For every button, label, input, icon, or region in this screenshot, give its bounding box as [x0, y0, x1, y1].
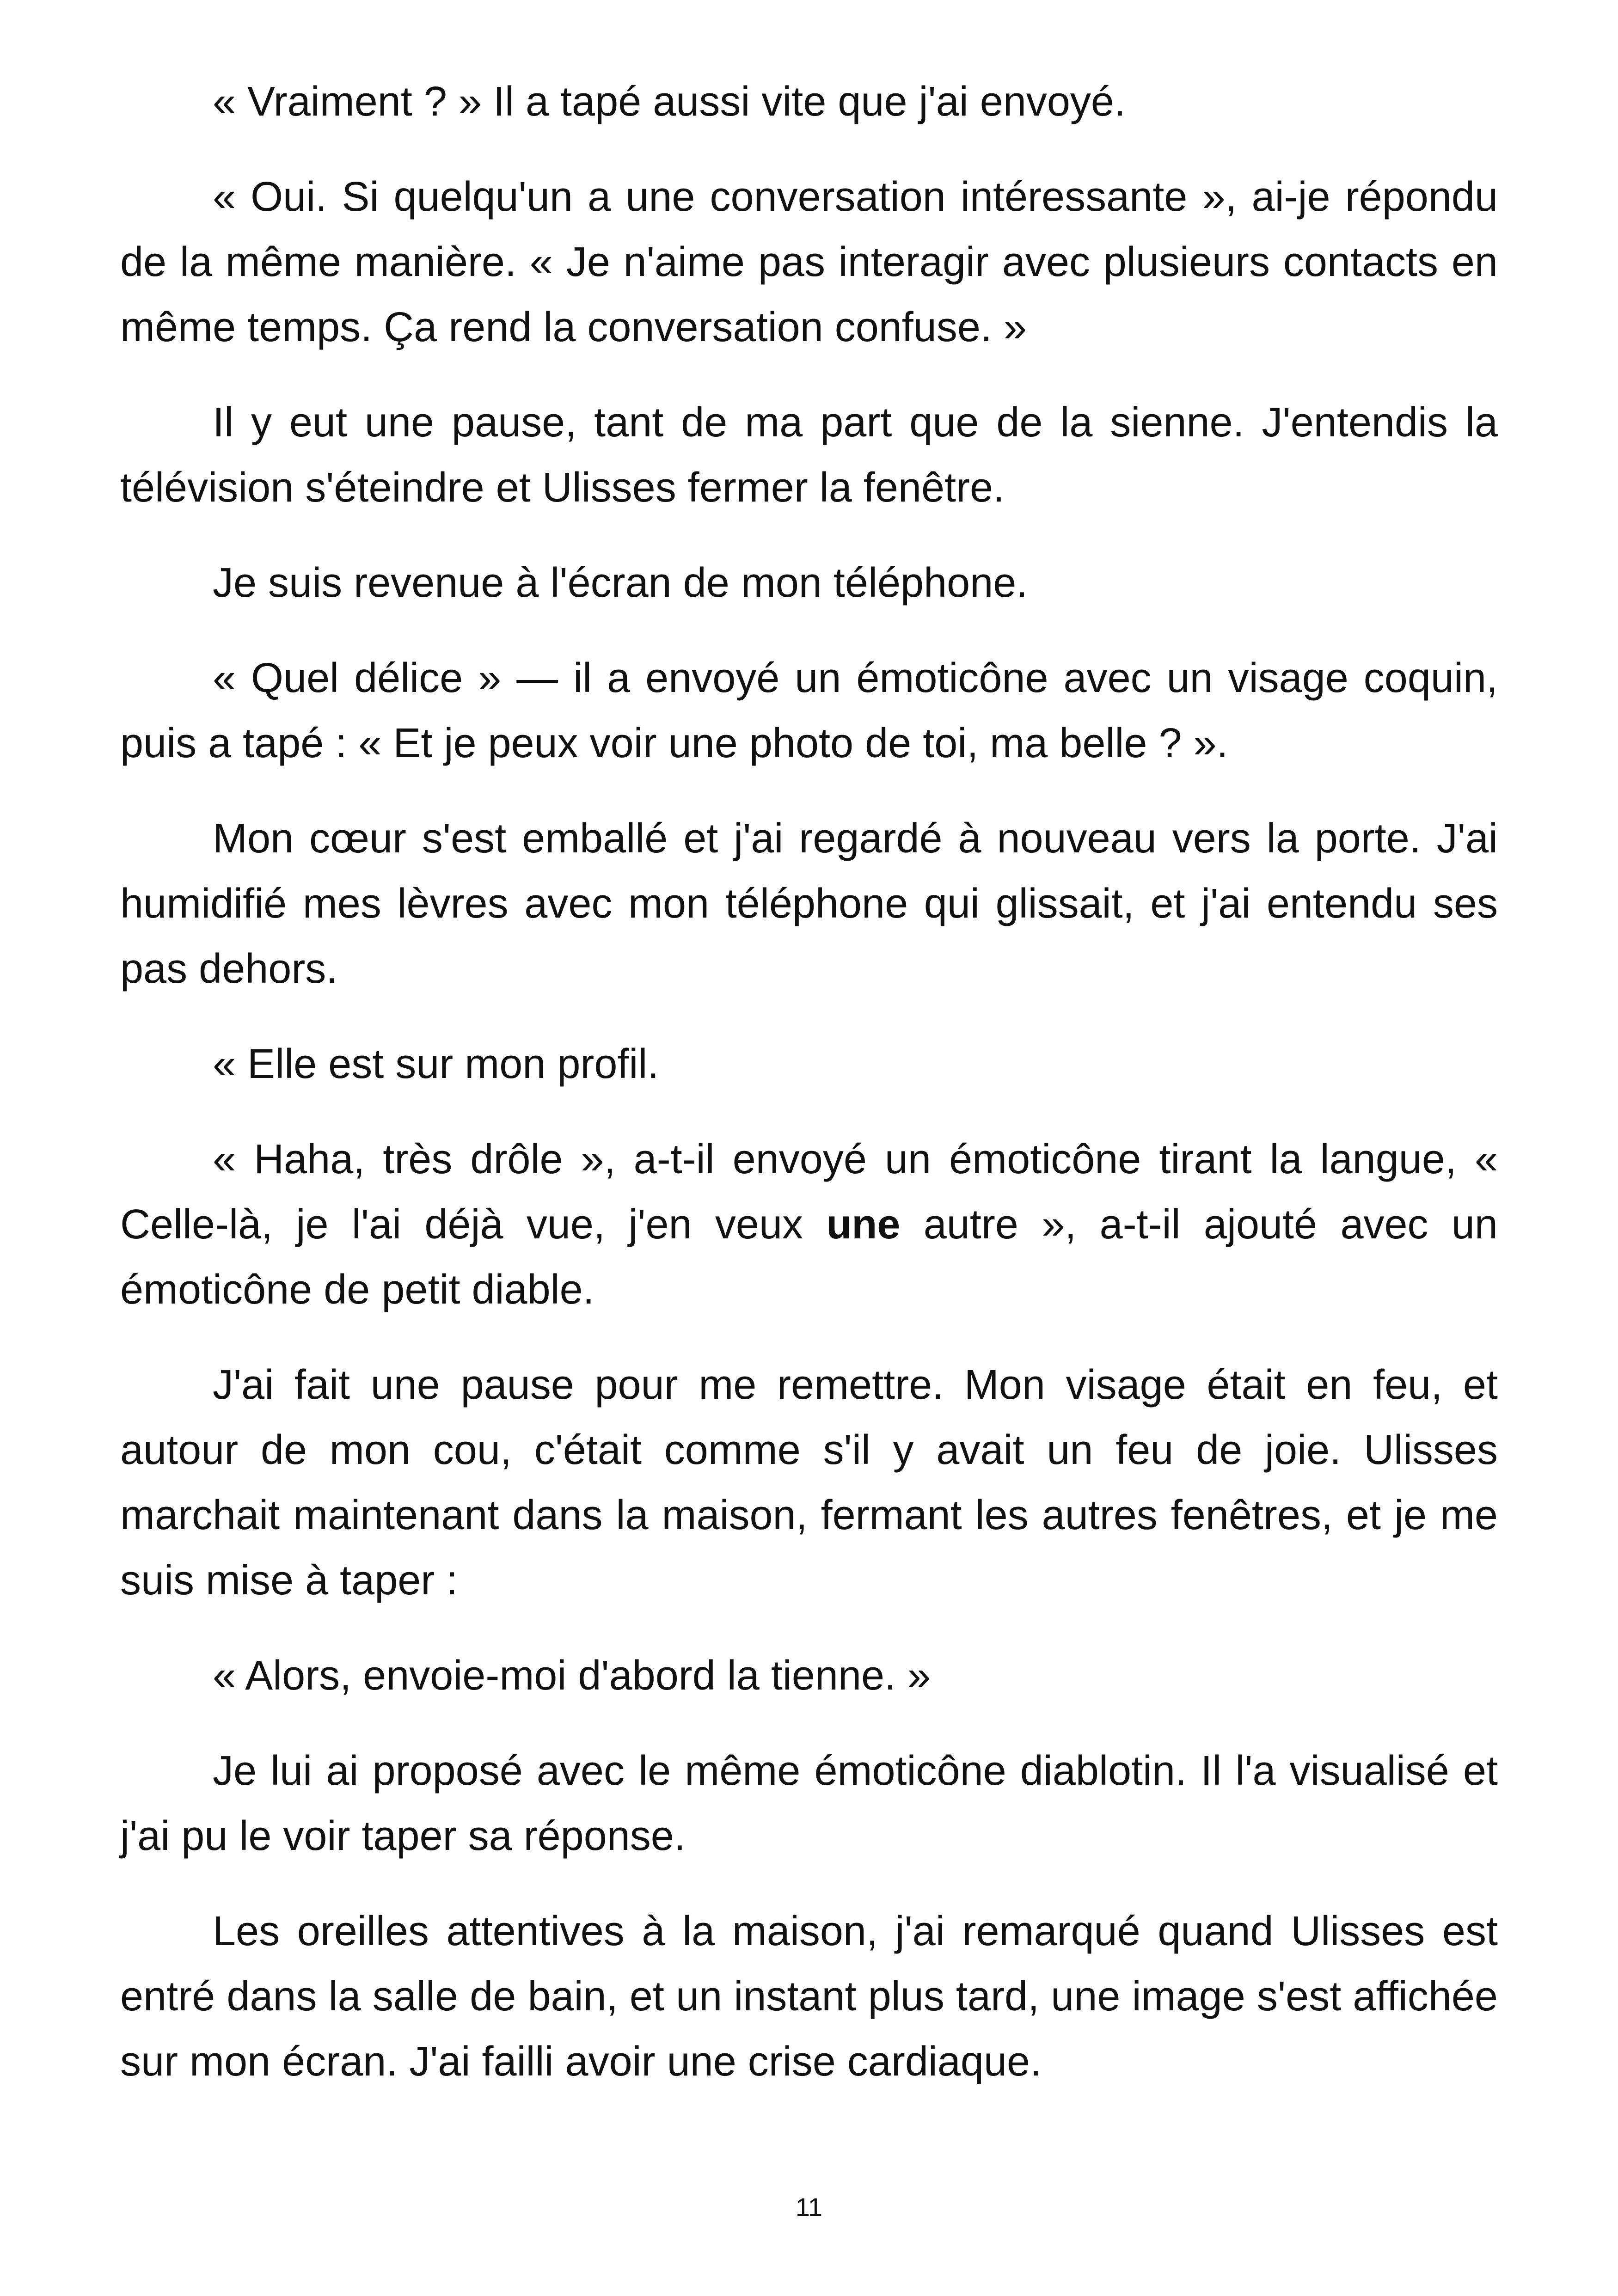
- paragraph: J'ai fait une pause pour me remettre. Mon visage était en feu, et autour de mon cou, c'était comme s'il y avait un feu de joie. Ulisses marchait maintenant dans la maison, fermant les autres fenêtres, et je me suis mise à taper :: [120, 1362, 1498, 1604]
- paragraph: « Elle est sur mon profil.: [213, 1041, 659, 1087]
- emphasized-word: une: [826, 1201, 901, 1248]
- paragraph: « Quel délice » — il a envoyé un émoticône avec un visage coquin, puis a tapé : « Et je peux voir une photo de toi, ma belle ? ».: [120, 655, 1498, 766]
- paragraph: « Vraiment ? » Il a tapé aussi vite que j'ai envoyé.: [213, 79, 1126, 125]
- paragraph-text-before: « Haha, très drôle », a-t-il envoyé un émoticône tirant la langue, « Celle-là, je l'ai déjà vue, j'en veux: [120, 1136, 1498, 1248]
- paragraph: « Oui. Si quelqu'un a une conversation intéressante », ai-je répondu de la même manière. « Je n'aime pas interagir avec plusieurs contacts en même temps. Ça rend la conversation confuse. »: [120, 174, 1498, 350]
- paragraph: Il y eut une pause, tant de ma part que de la sienne. J'entendis la télévision s'éteindre et Ulisses fermer la fenêtre.: [120, 399, 1498, 511]
- body-text: [120, 69, 1498, 2125]
- paragraph: Je lui ai proposé avec le même émoticône diablotin. Il l'a visualisé et j'ai pu le voir taper sa réponse.: [120, 1748, 1498, 1859]
- paragraph-text-after: autre », a-t-il ajouté avec un émoticône de petit diable.: [120, 1201, 1498, 1313]
- paragraph: « Alors, envoie-moi d'abord la tienne. »: [213, 1653, 931, 1699]
- page-number: 11: [795, 2192, 823, 2222]
- paragraph-with-emphasis: [120, 1127, 1498, 1322]
- paragraph: Je suis revenue à l'écran de mon téléphone.: [213, 560, 1028, 606]
- paragraph: Les oreilles attentives à la maison, j'ai remarqué quand Ulisses est entré dans la salle de bain, et un instant plus tard, une image s'est affichée sur mon écran. J'ai failli avoir une crise cardiaque.: [120, 1908, 1498, 2085]
- paragraph: Mon cœur s'est emballé et j'ai regardé à nouveau vers la porte. J'ai humidifié mes lèvres avec mon téléphone qui glissait, et j'ai entendu ses pas dehors.: [120, 815, 1498, 992]
